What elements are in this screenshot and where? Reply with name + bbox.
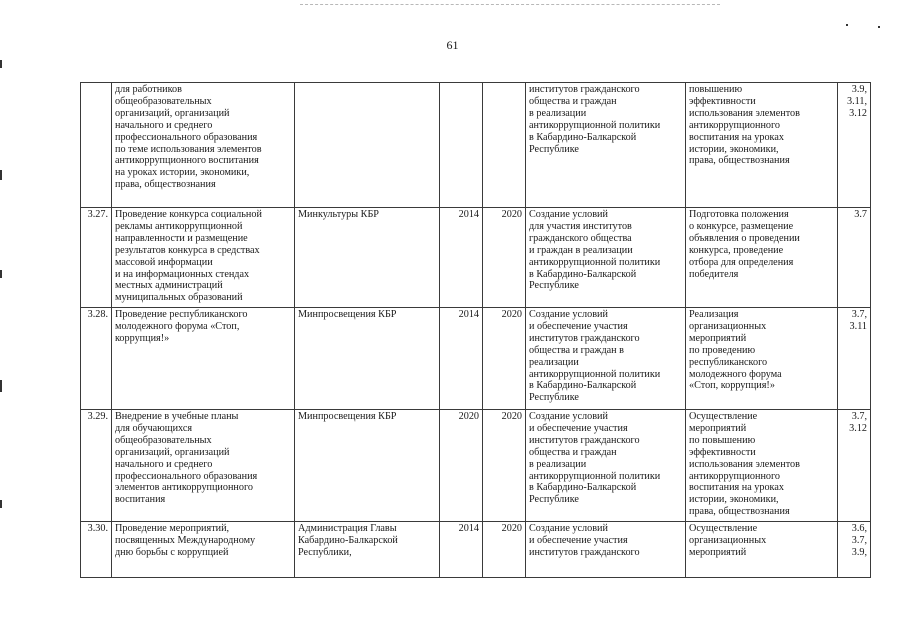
end-year-cell: 2020 xyxy=(483,308,526,410)
event-line: и на информационных стендах xyxy=(115,268,250,280)
scan-mark xyxy=(878,26,880,28)
scan-mark xyxy=(0,500,2,508)
event-cell xyxy=(112,410,295,522)
measures-table xyxy=(80,82,871,578)
result-line: объявления о проведении xyxy=(689,232,800,244)
indicator-cell xyxy=(838,410,871,522)
result-cell xyxy=(686,410,838,522)
event-line: Проведение мероприятий, xyxy=(115,523,230,534)
scan-mark xyxy=(0,380,2,392)
row-number-cell: 3.29. xyxy=(81,410,112,522)
indicator-cell xyxy=(838,83,871,208)
event-line: воспитания xyxy=(115,494,166,506)
event-line: Проведение республиканского xyxy=(115,309,248,320)
event-line: начального и среднего xyxy=(115,119,213,131)
goal-line: в Кабардино-Балкарской xyxy=(529,131,637,143)
result-line: истории, экономики, xyxy=(689,143,779,155)
goal-line: Республике xyxy=(529,392,579,404)
table-row xyxy=(81,83,871,208)
result-cell xyxy=(686,522,838,578)
event-line: Проведение конкурса социальной xyxy=(115,209,262,220)
result-line: мероприятий xyxy=(689,332,747,344)
indicator-line: 3.7 xyxy=(854,209,867,220)
event-cell xyxy=(112,308,295,410)
goal-line: Создание условий xyxy=(529,209,608,220)
result-line: конкурса, проведение xyxy=(689,244,784,256)
event-line: результатов конкурса в средствах xyxy=(115,244,260,256)
event-line: профессионального образования xyxy=(115,470,258,482)
goal-cell xyxy=(526,308,686,410)
start-year-cell: 2014 xyxy=(440,522,483,578)
goal-cell xyxy=(526,522,686,578)
result-line: республиканского xyxy=(689,356,768,368)
goal-line: Создание условий xyxy=(529,411,608,422)
event-line: местных администраций xyxy=(115,280,223,292)
goal-line: Республике xyxy=(529,494,579,506)
result-line: воспитания на уроках xyxy=(689,131,784,143)
result-line: организационных xyxy=(689,320,767,332)
end-year-cell: 2020 xyxy=(483,410,526,522)
event-line: права, обществознания xyxy=(115,179,216,191)
goal-line: и обеспечение участия xyxy=(529,320,628,332)
event-line: коррупция!» xyxy=(115,332,170,344)
indicator-line: 3.12 xyxy=(849,107,867,119)
goal-line: институтов гражданского xyxy=(529,434,640,446)
goal-line: для участия институтов xyxy=(529,220,632,232)
table-row xyxy=(81,308,871,410)
executor-line: Минпросвещения КБР xyxy=(298,411,397,422)
result-line: по повышению xyxy=(689,434,756,446)
result-line: Подготовка положения xyxy=(689,209,789,220)
event-line: направленности и размещение xyxy=(115,232,248,244)
result-line: организационных xyxy=(689,534,767,546)
event-line: рекламы антикоррупционной xyxy=(115,220,243,232)
indicator-cell xyxy=(838,208,871,308)
indicator-cell xyxy=(838,308,871,410)
goal-line: институтов гражданского xyxy=(529,84,640,95)
event-line: посвященных Международному xyxy=(115,534,256,546)
result-line: антикоррупционного xyxy=(689,119,781,131)
result-line: эффективности xyxy=(689,95,756,107)
executor-cell xyxy=(295,83,440,208)
result-line: мероприятий xyxy=(689,422,747,434)
result-line: использования элементов xyxy=(689,458,800,470)
goal-line: Республике xyxy=(529,143,579,155)
end-year-cell: 2020 xyxy=(483,208,526,308)
indicator-line: 3.11 xyxy=(849,320,867,332)
event-line: для работников xyxy=(115,84,182,95)
indicator-line: 3.9, xyxy=(851,546,867,558)
row-number-cell: 3.30. xyxy=(81,522,112,578)
goal-line: в Кабардино-Балкарской xyxy=(529,268,637,280)
start-year-cell xyxy=(440,83,483,208)
goal-line: реализации xyxy=(529,356,579,368)
result-line: права, обществознания xyxy=(689,155,790,167)
executor-line: Минпросвещения КБР xyxy=(298,309,397,320)
goal-line: и обеспечение участия xyxy=(529,534,628,546)
goal-line: и граждан в реализации xyxy=(529,244,633,256)
indicator-line: 3.7, xyxy=(851,534,867,546)
event-line: антикоррупционного воспитания xyxy=(115,155,259,167)
goal-line: и обеспечение участия xyxy=(529,422,628,434)
goal-line: Создание условий xyxy=(529,309,608,320)
goal-line: Республике xyxy=(529,280,579,292)
page-number: 61 xyxy=(446,38,459,52)
goal-line: в реализации xyxy=(529,107,587,119)
goal-line: в реализации xyxy=(529,458,587,470)
goal-line: общества и граждан xyxy=(529,95,617,107)
event-line: дню борьбы с коррупцией xyxy=(115,546,229,558)
executor-line: Минкультуры КБР xyxy=(298,209,379,220)
goal-line: антикоррупционной политики xyxy=(529,470,661,482)
result-line: по проведению xyxy=(689,344,756,356)
row-number-cell: 3.27. xyxy=(81,208,112,308)
table-row xyxy=(81,522,871,578)
event-line: общеобразовательных xyxy=(115,95,212,107)
event-line: общеобразовательных xyxy=(115,434,212,446)
result-line: антикоррупционного xyxy=(689,470,781,482)
event-cell xyxy=(112,522,295,578)
start-year-cell: 2014 xyxy=(440,208,483,308)
result-line: о конкурсе, размещение xyxy=(689,220,794,232)
scan-mark xyxy=(846,24,848,26)
indicator-line: 3.11, xyxy=(847,95,867,107)
result-cell xyxy=(686,83,838,208)
indicator-line: 3.7, xyxy=(851,411,867,422)
goal-line: Создание условий xyxy=(529,523,608,534)
result-line: Осуществление xyxy=(689,523,758,534)
goal-line: общества и граждан xyxy=(529,446,617,458)
result-line: победителя xyxy=(689,268,739,280)
event-line: муниципальных образований xyxy=(115,292,243,304)
end-year-cell xyxy=(483,83,526,208)
start-year-cell: 2014 xyxy=(440,308,483,410)
executor-cell xyxy=(295,410,440,522)
indicator-line: 3.12 xyxy=(849,422,867,434)
event-cell xyxy=(112,208,295,308)
indicator-cell xyxy=(838,522,871,578)
result-cell xyxy=(686,308,838,410)
scan-mark xyxy=(0,170,2,180)
event-line: начального и среднего xyxy=(115,458,213,470)
result-line: использования элементов xyxy=(689,107,800,119)
result-line: эффективности xyxy=(689,446,756,458)
event-line: для обучающихся xyxy=(115,422,193,434)
result-cell xyxy=(686,208,838,308)
result-line: мероприятий xyxy=(689,546,747,558)
goal-line: антикоррупционной политики xyxy=(529,368,661,380)
event-line: Внедрение в учебные планы xyxy=(115,411,239,422)
executor-line: Республики, xyxy=(298,546,352,558)
event-line: массовой информации xyxy=(115,256,213,268)
executor-cell xyxy=(295,522,440,578)
event-line: профессионального образования xyxy=(115,131,258,143)
result-line: молодежного форума xyxy=(689,368,782,380)
goal-line: институтов гражданского xyxy=(529,332,640,344)
indicator-line: 3.6, xyxy=(851,523,867,534)
goal-line: антикоррупционной политики xyxy=(529,119,661,131)
executor-cell xyxy=(295,308,440,410)
table-row xyxy=(81,208,871,308)
result-line: «Стоп, коррупция!» xyxy=(689,380,775,392)
goal-line: в Кабардино-Балкарской xyxy=(529,482,637,494)
end-year-cell: 2020 xyxy=(483,522,526,578)
event-line: организаций, организаций xyxy=(115,107,230,119)
goal-line: в Кабардино-Балкарской xyxy=(529,380,637,392)
scan-mark xyxy=(0,60,2,68)
event-line: организаций, организаций xyxy=(115,446,230,458)
result-line: Осуществление xyxy=(689,411,758,422)
executor-cell xyxy=(295,208,440,308)
goal-line: гражданского общества xyxy=(529,232,632,244)
goal-cell xyxy=(526,410,686,522)
result-line: отбора для определения xyxy=(689,256,794,268)
goal-line: антикоррупционной политики xyxy=(529,256,661,268)
result-line: воспитания на уроках xyxy=(689,482,784,494)
event-line: элементов антикоррупционного xyxy=(115,482,253,494)
table-body xyxy=(81,83,871,578)
result-line: повышению xyxy=(689,84,743,95)
goal-cell xyxy=(526,83,686,208)
scan-mark xyxy=(0,270,2,278)
row-number-cell xyxy=(81,83,112,208)
event-cell xyxy=(112,83,295,208)
goal-line: общества и граждан в xyxy=(529,344,624,356)
executor-line: Администрация Главы xyxy=(298,523,397,534)
event-line: молодежного форума «Стоп, xyxy=(115,320,240,332)
result-line: права, обществознания xyxy=(689,506,790,518)
event-line: по теме использования элементов xyxy=(115,143,262,155)
table-row xyxy=(81,410,871,522)
indicator-line: 3.7, xyxy=(851,309,867,320)
goal-cell xyxy=(526,208,686,308)
result-line: истории, экономики, xyxy=(689,494,779,506)
event-line: на уроках истории, экономики, xyxy=(115,167,250,179)
executor-line: Кабардино-Балкарской xyxy=(298,534,398,546)
start-year-cell: 2020 xyxy=(440,410,483,522)
goal-line: институтов гражданского xyxy=(529,546,640,558)
result-line: Реализация xyxy=(689,309,739,320)
indicator-line: 3.9, xyxy=(851,84,867,95)
scan-top-rule xyxy=(300,4,720,5)
row-number-cell: 3.28. xyxy=(81,308,112,410)
